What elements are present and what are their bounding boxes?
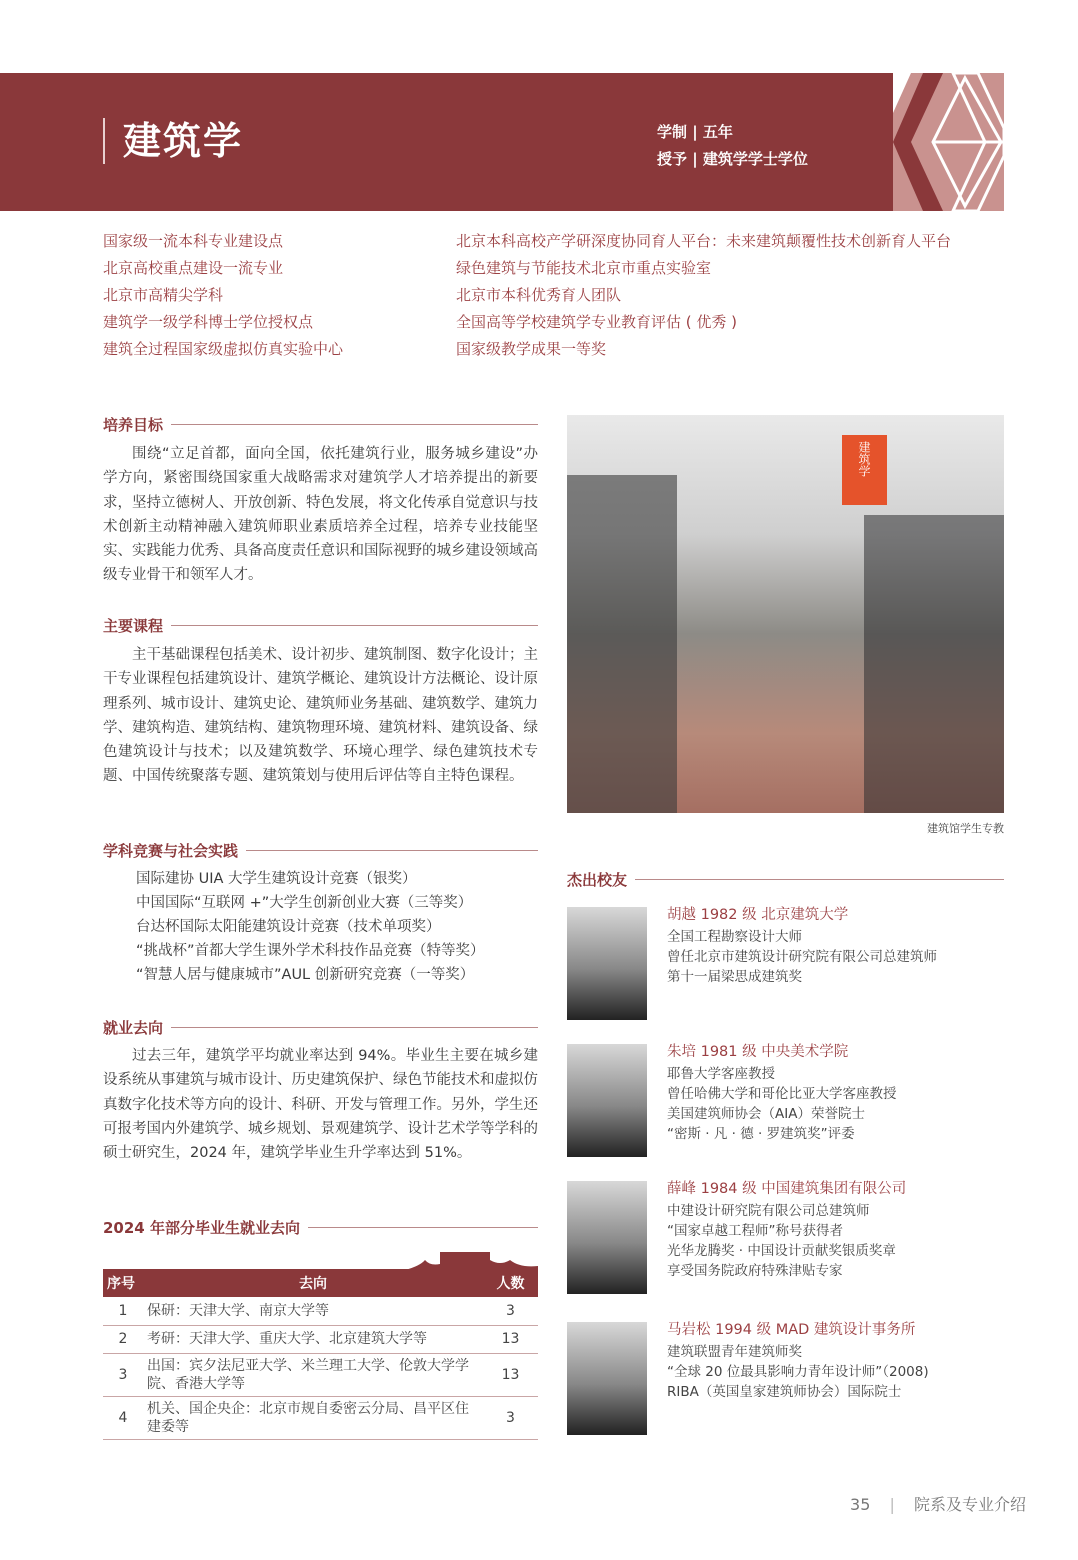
- alumni-line: 光华龙腾奖 · 中国设计贡献奖银质奖章: [667, 1243, 896, 1259]
- honor-item: 全国高等学校建筑学专业教育评估 ( 优秀 ): [456, 313, 738, 331]
- goals-text: 围绕“立足首都，面向全国，依托建筑行业，服务城乡建设”办学方向，紧密围绕国家重大战略需求对建筑学人才培养提出的新要求，坚持立德树人、开放创新、特色发展，将文化传承自觉意识与技术创新主动精神融入建筑师职业素质培养全过程，培养专业技能坚实、实践能力优秀、具备高度责任意识和国际视野的城乡建设领域高级专业骨干和领军人才。: [103, 446, 538, 584]
- section-heading-goals: 培养目标: [103, 414, 538, 435]
- table-heading: 2024 年部分毕业生就业去向: [103, 1217, 538, 1238]
- section-heading-alumni: 杰出校友: [567, 869, 1004, 890]
- courses-text: 主干基础课程包括美术、设计初步、建筑制图、数字化设计；主干专业课程包括建筑设计、建筑学概论、建筑设计方法概论、设计原理系列、城市设计、建筑史论、建筑师业务基础、建筑数学、建筑力学、建筑构造、建筑结构、建筑物理环境、建筑材料、建筑设备、绿色建筑设计与技术；以及建筑数学、环境心理学、绿色建筑技术专题、中国传统聚落专题、建筑策划与使用后评估等自主特色课程。: [103, 647, 538, 785]
- table-row: 4 机关、国企央企：北京市规自委密云分局、昌平区住建委等 3: [103, 1396, 538, 1439]
- list-item: 国际建协 UIA 大学生建筑设计竞赛（银奖）: [136, 871, 417, 887]
- page-number: 35: [850, 1495, 871, 1514]
- alumni-portrait: [567, 907, 647, 1020]
- honor-item: 建筑学一级学科博士学位授权点: [103, 313, 314, 331]
- col-header: 人数: [483, 1269, 538, 1297]
- honor-item: 北京高校重点建设一流专业: [103, 259, 284, 277]
- honor-item: 国家级一流本科专业建设点: [103, 232, 284, 250]
- alumni-line: “密斯 · 凡 · 德 · 罗建筑奖”评委: [667, 1126, 855, 1142]
- alumni-name: 马岩松 1994 级 MAD 建筑设计事务所: [667, 1322, 916, 1338]
- alumni-line: 全国工程勘察设计大师: [667, 929, 802, 945]
- employment-text: 过去三年，建筑学平均就业率达到 94%。毕业生主要在城乡建设系统从事建筑与城市设计、历史建筑保护、绿色节能技术和虚拟仿真数字化技术等方向的设计、科研、开发与管理工作。另外，学生还可报考国内外建筑学、城乡规划、景观建筑学、设计艺术学等学科的硕士研究生，2024 年，建筑学毕业生升学率达到 51%。: [103, 1048, 538, 1162]
- duration: 学制 | 五年: [657, 123, 733, 141]
- roof-silhouette-icon: [405, 1250, 538, 1270]
- footer-divider: |: [889, 1495, 895, 1514]
- list-item: “挑战杯”首都大学生课外学术科技作品竞赛（特等奖）: [136, 943, 485, 959]
- program-meta: [657, 119, 808, 173]
- alumni-name: 朱培 1981 级 中央美术学院: [667, 1044, 849, 1060]
- shelving: [864, 515, 1004, 813]
- degree: 授予 | 建筑学学士学位: [657, 150, 808, 168]
- honors-left: [103, 228, 343, 363]
- col-header: 序号: [103, 1269, 143, 1297]
- competition-list: [136, 867, 485, 987]
- alumni-portrait: [567, 1322, 647, 1435]
- page-footer: [850, 1492, 1026, 1515]
- footer-section: 院系及专业介绍: [913, 1495, 1026, 1514]
- page-title: 建筑学: [103, 118, 243, 164]
- section-heading-competitions: 学科竞赛与社会实践: [103, 840, 538, 861]
- alumni-line: 曾任哈佛大学和哥伦比亚大学客座教授: [667, 1086, 897, 1102]
- honor-item: 北京市高精尖学科: [103, 286, 224, 304]
- honor-item: 国家级教学成果一等奖: [456, 340, 607, 358]
- alumni-entry: [667, 905, 937, 987]
- table-row: 3 出国：宾夕法尼亚大学、米兰理工大学、伦敦大学学院、香港大学等 13: [103, 1353, 538, 1396]
- employment-table: [103, 1269, 538, 1440]
- honor-item: 建筑全过程国家级虚拟仿真实验中心: [103, 340, 344, 358]
- alumni-portrait: [567, 1181, 647, 1294]
- alumni-entry: [667, 1320, 929, 1402]
- honor-item: 北京市本科优秀育人团队: [456, 286, 622, 304]
- alumni-line: 美国建筑师协会（AIA）荣誉院士: [667, 1106, 865, 1122]
- list-item: “智慧人居与健康城市”AUL 创新研究竞赛（一等奖）: [136, 967, 475, 983]
- photo-sign: 建筑学: [842, 435, 887, 505]
- alumni-line: 曾任北京市建筑设计研究院有限公司总建筑师: [667, 949, 937, 965]
- studio-photo: [567, 415, 1004, 813]
- alumni-line: 第十一届梁思成建筑奖: [667, 969, 802, 985]
- alumni-line: “国家卓越工程师”称号获得者: [667, 1223, 843, 1239]
- alumni-line: RIBA（英国皇家建筑师协会）国际院士: [667, 1384, 902, 1400]
- alumni-entry: [667, 1042, 897, 1144]
- table-row: 1 保研：天津大学、南京大学等 3: [103, 1297, 538, 1325]
- table-row: 2 考研：天津大学、重庆大学、北京建筑大学等 13: [103, 1325, 538, 1353]
- alumni-entry: [667, 1179, 906, 1281]
- photo-caption: 建筑馆学生专教: [927, 822, 1004, 835]
- alumni-line: 建筑联盟青年建筑师奖: [667, 1344, 802, 1360]
- honor-item: 绿色建筑与节能技术北京市重点实验室: [456, 259, 712, 277]
- alumni-name: 胡越 1982 级 北京建筑大学: [667, 907, 849, 923]
- section-heading-employment: 就业去向: [103, 1017, 538, 1038]
- alumni-line: 中建设计研究院有限公司总建筑师: [667, 1203, 870, 1219]
- alumni-line: 耶鲁大学客座教授: [667, 1066, 775, 1082]
- honor-item: 北京本科高校产学研深度协同育人平台：未来建筑颠覆性技术创新育人平台: [456, 232, 952, 250]
- window-wall: [567, 475, 677, 813]
- alumni-line: “全球 20 位最具影响力青年设计师”（2008): [667, 1364, 929, 1380]
- section-heading-courses: 主要课程: [103, 615, 538, 636]
- alumni-name: 薛峰 1984 级 中国建筑集团有限公司: [667, 1181, 907, 1197]
- honors-right: [456, 228, 951, 363]
- alumni-portrait: [567, 1044, 647, 1157]
- alumni-line: 享受国务院政府特殊津贴专家: [667, 1263, 843, 1279]
- list-item: 台达杯国际太阳能建筑设计竞赛（技术单项奖）: [136, 919, 441, 935]
- geometric-logo-icon: [893, 73, 1004, 211]
- col-header: 去向: [143, 1269, 483, 1297]
- list-item: 中国国际“互联网 +”大学生创新创业大赛（三等奖）: [136, 895, 473, 911]
